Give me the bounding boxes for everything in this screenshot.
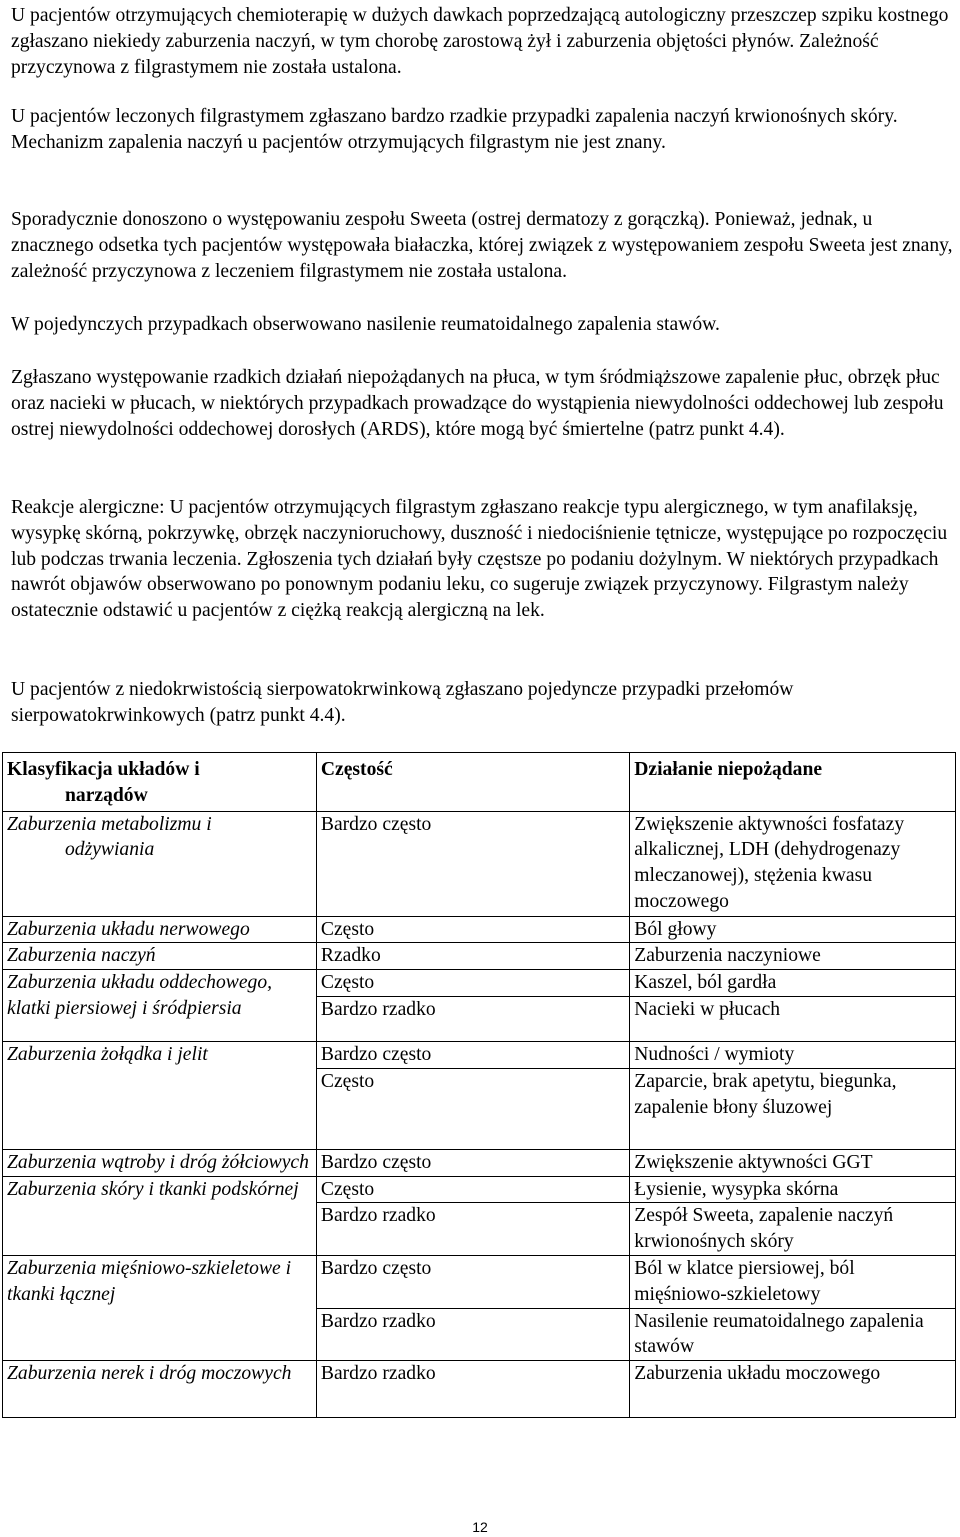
soc-cell: Zaburzenia nerek i dróg moczowych xyxy=(3,1361,317,1418)
reaction-cell: Nasilenie reumatoidalnego zapalenia stawów xyxy=(630,1308,956,1361)
table-row xyxy=(3,970,956,997)
table-row xyxy=(3,916,956,943)
soc-cell: Zaburzenia mięśniowo-szkieletowe i tkanki łącznej xyxy=(3,1255,317,1360)
reaction-cell: Zwiększenie aktywności fosfatazy alkalicznej, LDH (dehydrogenazy mleczanowej), stężenia kwasu moczowego xyxy=(630,811,956,916)
soc-cell: Zaburzenia układu nerwowego xyxy=(3,916,317,943)
reaction-cell: Zespół Sweeta, zapalenie naczyń krwionośnych skóry xyxy=(630,1203,956,1256)
reaction-cell: Zwiększenie aktywności GGT xyxy=(630,1149,956,1176)
frequency-cell: Bardzo często xyxy=(316,1255,629,1308)
table-row xyxy=(3,811,956,916)
frequency-cell: Bardzo rzadko xyxy=(316,1203,629,1256)
soc-cell xyxy=(3,811,317,916)
frequency-cell: Bardzo często xyxy=(316,1041,629,1068)
paragraph-cutaneous-vasculitis: U pacjentów leczonych filgrastymem zgłaszano bardzo rzadkie przypadki zapalenia naczyń krwionośnych skóry. Mechanizm zapalenia naczyń u pacjentów otrzymujących filgrastym nie jest znany. xyxy=(11,106,898,153)
table-row xyxy=(3,1041,956,1068)
reaction-cell: Zaparcie, brak apetytu, biegunka, zapalenie błony śluzowej xyxy=(630,1068,956,1149)
reaction-cell: Łysienie, wysypka skórna xyxy=(630,1176,956,1203)
reaction-cell: Nacieki w płucach xyxy=(630,996,956,1041)
soc-line1: Zaburzenia metabolizmu i xyxy=(7,813,212,835)
paragraph-pulmonary-effects: Zgłaszano występowanie rzadkich działań niepożądanych na płuca, w tym śródmiąższowe zapalenie płuc, obrzęk płuc oraz nacieki w płucach, w niektórych przypadkach prowadzące do wystąpienia niewydolności oddechowej lub zespołu ostrej niewydolności oddechowej dorosłych (ARDS), które mogą być śmiertelne (patrz punkt 4.4). xyxy=(11,367,944,440)
soc-line2: odżywiania xyxy=(65,839,155,861)
frequency-cell: Często xyxy=(316,1176,629,1203)
header-soc-line1: Klasyfikacja układów i xyxy=(7,759,200,780)
reaction-cell: Ból w klatce piersiowej, ból mięśniowo-szkieletowy xyxy=(630,1255,956,1308)
frequency-cell: Często xyxy=(316,1068,629,1149)
paragraph-sweet-syndrome: Sporadycznie donoszono o występowaniu zespołu Sweeta (ostrej dermatozy z gorączką). Ponieważ, jednak, u znacznego odsetka tych pacjentów występowała białaczka, której związek z występowaniem zespołu Sweeta jest znany, zależność przyczynowa z leczeniem filgrastymem nie została ustalona. xyxy=(11,209,953,282)
soc-cell: Zaburzenia wątroby i dróg żółciowych xyxy=(3,1149,317,1176)
table-row xyxy=(3,943,956,970)
soc-cell: Zaburzenia żołądka i jelit xyxy=(3,1041,317,1149)
soc-cell: Zaburzenia układu oddechowego, klatki piersiowej i śródpiersia xyxy=(3,970,317,1042)
header-soc-line2: narządów xyxy=(65,784,148,806)
header-soc xyxy=(3,753,317,812)
table-row xyxy=(3,1176,956,1203)
paragraph-vascular-disorders: U pacjentów otrzymujących chemioterapię w dużych dawkach poprzedzającą autologiczny przeszczep szpiku kostnego zgłaszano niekiedy zaburzenia naczyń, w tym chorobę zarostową żył i zaburzenia objętości płynów. Zależność przyczynowa z filgrastymem nie została ustalona. xyxy=(11,5,949,78)
reaction-cell: Kaszel, ból gardła xyxy=(630,970,956,997)
frequency-cell: Bardzo rzadko xyxy=(316,1308,629,1361)
reaction-cell: Ból głowy xyxy=(630,916,956,943)
paragraph-allergic-reactions: Reakcje alergiczne: U pacjentów otrzymujących filgrastym zgłaszano reakcje typu alergicznego, w tym anafilaksję, wysypkę skórną, pokrzywkę, obrzęk naczynioruchowy, duszność i niedociśnienie tętnicze, występujące po rozpoczęciu lub podczas trwania leczenia. Zgłoszenia tych działań były częstsze po podaniu dożylnym. W niektórych przypadkach nawrót objawów obserwowano po ponownym podaniu leku, co sugeruje związek przyczynowy. Filgrastym należy ostatecznie odstawić u pacjentów z ciężką reakcją alergiczną na lek. xyxy=(11,497,948,622)
reaction-cell: Nudności / wymioty xyxy=(630,1041,956,1068)
frequency-cell: Bardzo często xyxy=(316,811,629,916)
frequency-cell: Bardzo często xyxy=(316,1149,629,1176)
page-number: 12 xyxy=(472,1519,488,1535)
paragraph-sickle-cell: U pacjentów z niedokrwistością sierpowatokrwinkową zgłaszano pojedyncze przypadki przełomów sierpowatokrwinkowych (patrz punkt 4.4). xyxy=(11,679,794,726)
reaction-cell: Zaburzenia naczyniowe xyxy=(630,943,956,970)
header-frequency: Częstość xyxy=(316,753,629,812)
frequency-cell: Często xyxy=(316,970,629,997)
frequency-cell: Bardzo rzadko xyxy=(316,1361,629,1418)
table-row xyxy=(3,1255,956,1308)
soc-cell: Zaburzenia naczyń xyxy=(3,943,317,970)
frequency-cell: Często xyxy=(316,916,629,943)
paragraph-rheumatoid-arthritis: W pojedynczych przypadkach obserwowano nasilenie reumatoidalnego zapalenia stawów. xyxy=(11,314,720,335)
table-row xyxy=(3,1361,956,1418)
frequency-cell: Rzadko xyxy=(316,943,629,970)
soc-cell: Zaburzenia skóry i tkanki podskórnej xyxy=(3,1176,317,1255)
table-header-row xyxy=(3,753,956,812)
adverse-reactions-table xyxy=(2,752,956,1418)
reaction-cell: Zaburzenia układu moczowego xyxy=(630,1361,956,1418)
frequency-cell: Bardzo rzadko xyxy=(316,996,629,1041)
header-reaction: Działanie niepożądane xyxy=(630,753,956,812)
table-row xyxy=(3,1149,956,1176)
